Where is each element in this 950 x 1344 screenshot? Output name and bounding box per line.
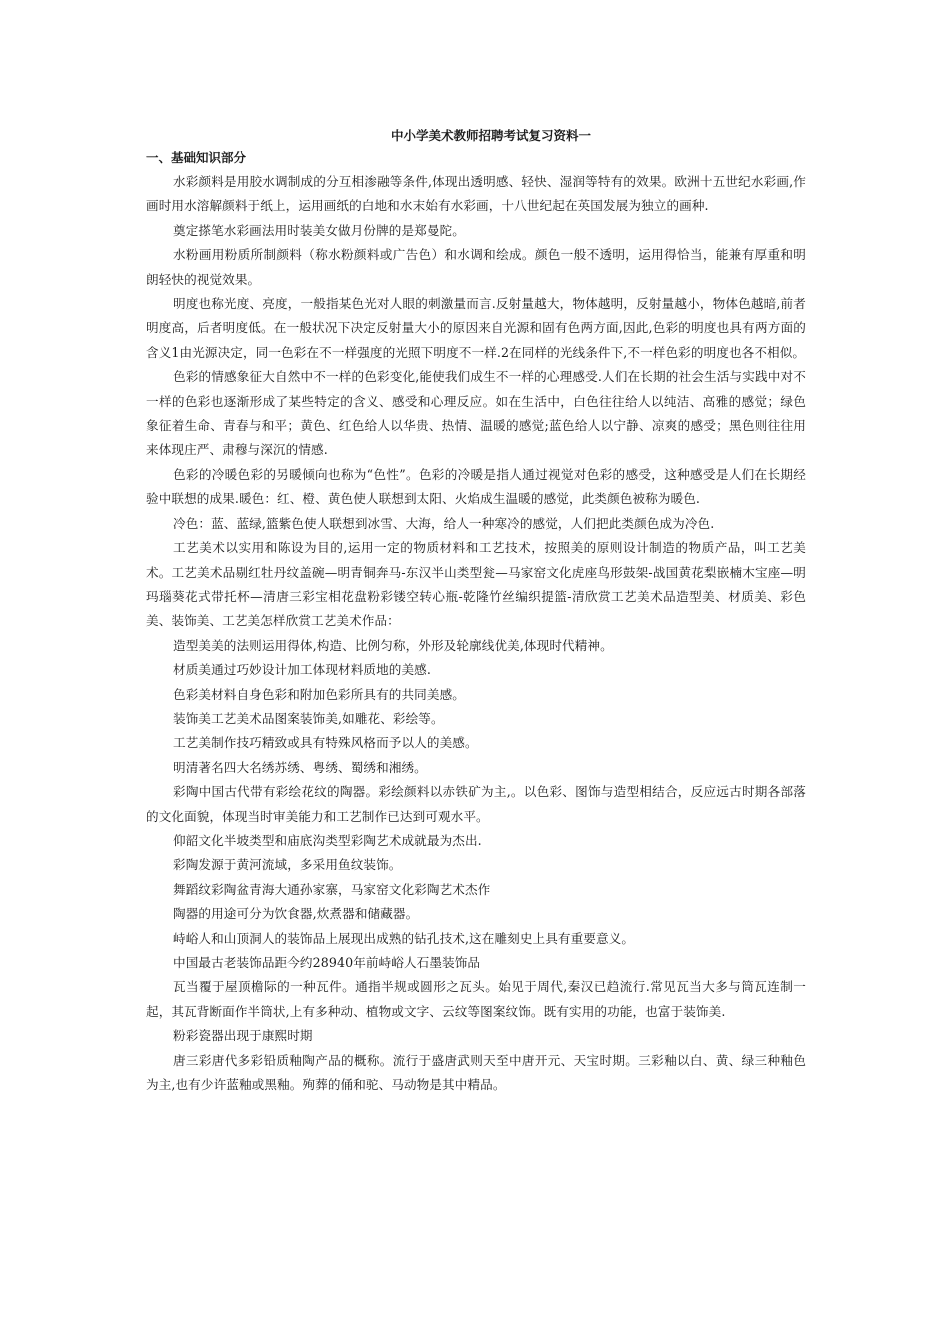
- paragraph-craft-beauty: 工艺美制作技巧精致或具有特殊风格而予以人的美感。: [173, 735, 478, 751]
- paragraph-cool-colors: 冷色：蓝、蓝绿,篮紫色使人联想到冰雪、大海，给人一种寒冷的感觉，人们把此类颜色成为冷色.: [173, 515, 715, 531]
- paragraph-watercolor: 水彩颜料是用胶水调制成的分互相渗融等条件,体现出透明感、轻快、湿润等特有的效果。欧洲十五世纪水彩画,作画时用水溶解颜料于纸上，运用画纸的白地和水末始有水彩画，十八世纪起在英国发展为独立的画种.: [146, 174, 806, 214]
- paragraph-yellow-river: 彩陶发源于黄河流域，多采用鱼纹装饰。: [173, 857, 402, 873]
- paragraph-color-beauty: 色彩美材料自身色彩和附加色彩所具有的共同美感。: [173, 686, 465, 702]
- paragraph-painted-pottery: 彩陶中国古代带有彩绘花纹的陶器。彩绘颜料以赤铁矿为主,。以色彩、图饰与造型相结合，反应远古时期各部落的文化面貌，体现当时审美能力和工艺制作已达到可观水平。: [146, 784, 806, 824]
- paragraph-pottery-uses: 陶器的用途可分为饮食器,炊煮器和储藏器。: [173, 906, 419, 922]
- paragraph-yangshao: 仰韶文化半坡类型和庙底沟类型彩陶艺术成就最为杰出.: [173, 832, 482, 848]
- document-page: [146, 126, 806, 1097]
- paragraph-form-beauty: 造型美美的法则运用得体,构造、比例匀称，外形及轮廓线优美,体现时代精神。: [173, 637, 613, 653]
- paragraph-warm-colors: 色彩的冷暖色彩的另暖倾向也称为“色性”。色彩的冷暖是指人通过视觉对色彩的感受，这种感受是人们在长期经验中联想的成果.暖色：红、橙、黄色使人联想到太阳、火焰成生温暖的感觉，此类颜色被称为暖色.: [146, 466, 806, 507]
- paragraph-decoration-beauty: 装饰美工艺美术品图案装饰美,如雕花、彩绘等。: [173, 710, 444, 726]
- paragraph-tang-sancai: 唐三彩唐代多彩铅质釉陶产品的概称。流行于盛唐武则天至中唐开元、天宝时期。三彩釉以白、黄、绿三种釉色为主,也有少许蓝釉或黑釉。殉葬的俑和驼、马动物是其中精品。: [146, 1052, 806, 1093]
- document-title: 中小学美术教师招聘考试复习资料一: [390, 128, 591, 143]
- paragraph-arts-crafts: 工艺美术以实用和陈设为目的,运用一定的物质材料和工艺技术，按照美的原则设计制造的物质产品，叫工艺美术。工艺美术品剔红牡丹纹盖碗—明青铜奔马-东汉半山类型瓮—马家窑文化虎座鸟形鼓架-战国黄花梨嵌楠木宝座—明玛瑙葵花式带托杯—清唐三彩宝相花盘粉彩镂空转心瓶-乾隆竹丝编织提篮-清欣赏工艺美术品造型美、材质美、彩色美、装饰美、工艺美怎样欣赏工艺美术作品：: [146, 540, 806, 629]
- paragraph-oldest-ornament: 中国最古老装饰品距今约28940年前峙峪人石墨装饰品: [173, 955, 481, 970]
- paragraph-drilling: 峙峪人和山顶洞人的装饰品上展现出成熟的钻孔技术,这在雕刻史上具有重要意义。: [173, 930, 635, 946]
- paragraph-lightness: 明度也称光度、亮度，一般指某色光对人眼的刺激量而言.反射量越大，物体越明，反射量越小，物体色越暗,前者明度高，后者明度低。在一般状况下决定反射量大小的原因来自光源和固有色两方面,因此,色彩的明度也具有两方面的含义1由光源决定，同一色彩在不一样强度的光照下明度不一样.2在同样的光线条件下,不一样色彩的明度也各不相似。: [146, 296, 806, 360]
- paragraph-embroidery: 明清著名四大名绣苏绣、粤绣、蜀绣和湘绣。: [173, 759, 427, 775]
- paragraph-famille-rose: 粉彩瓷器出现于康熙时期: [173, 1028, 313, 1044]
- section-heading: 一、基础知识部分: [146, 150, 247, 165]
- paragraph-eaves-tile: 瓦当覆于屋顶檐际的一种瓦件。通指半规或圆形之瓦头。始见于周代,秦汉已趋流行.常见瓦当大多与筒瓦连制一起，其瓦背断面作半筒状,上有多种动、植物或文字、云纹等图案纹饰。既有实用的功能，也富于装饰美.: [146, 979, 806, 1019]
- paragraph-color-emotion: 色彩的情感象征大自然中不一样的色彩变化,能使我们成生不一样的心理感受.人们在长期的社会生活与实践中对不一样的色彩也逐渐形成了某些特定的含义、感受和心理反应。如在生活中，白色往往给人以纯洁、高雅的感觉；绿色象征着生命、青春与和平；黄色、红色给人以华贵、热情、温暖的感觉;蓝色给人以宁静、凉爽的感受；黑色则往往用来体现庄严、肃穆与深沉的情感.: [146, 369, 806, 458]
- paragraph-zheng-mantuo: 奠定搽笔水彩画法用时装美女做月份牌的是郑曼陀。: [173, 222, 465, 238]
- paragraph-dance-basin: 舞蹈纹彩陶盆青海大通孙家寨，马家窑文化彩陶艺术杰作: [173, 881, 491, 897]
- paragraph-material-beauty: 材质美通过巧妙设计加工体现材料质地的美感.: [173, 662, 431, 678]
- paragraph-gouache: 水粉画用粉质所制颜料（称水粉颜料或广告色）和水调和绘成。颜色一般不透明，运用得恰当，能兼有厚重和明朗轻快的视觉效果。: [146, 247, 806, 287]
